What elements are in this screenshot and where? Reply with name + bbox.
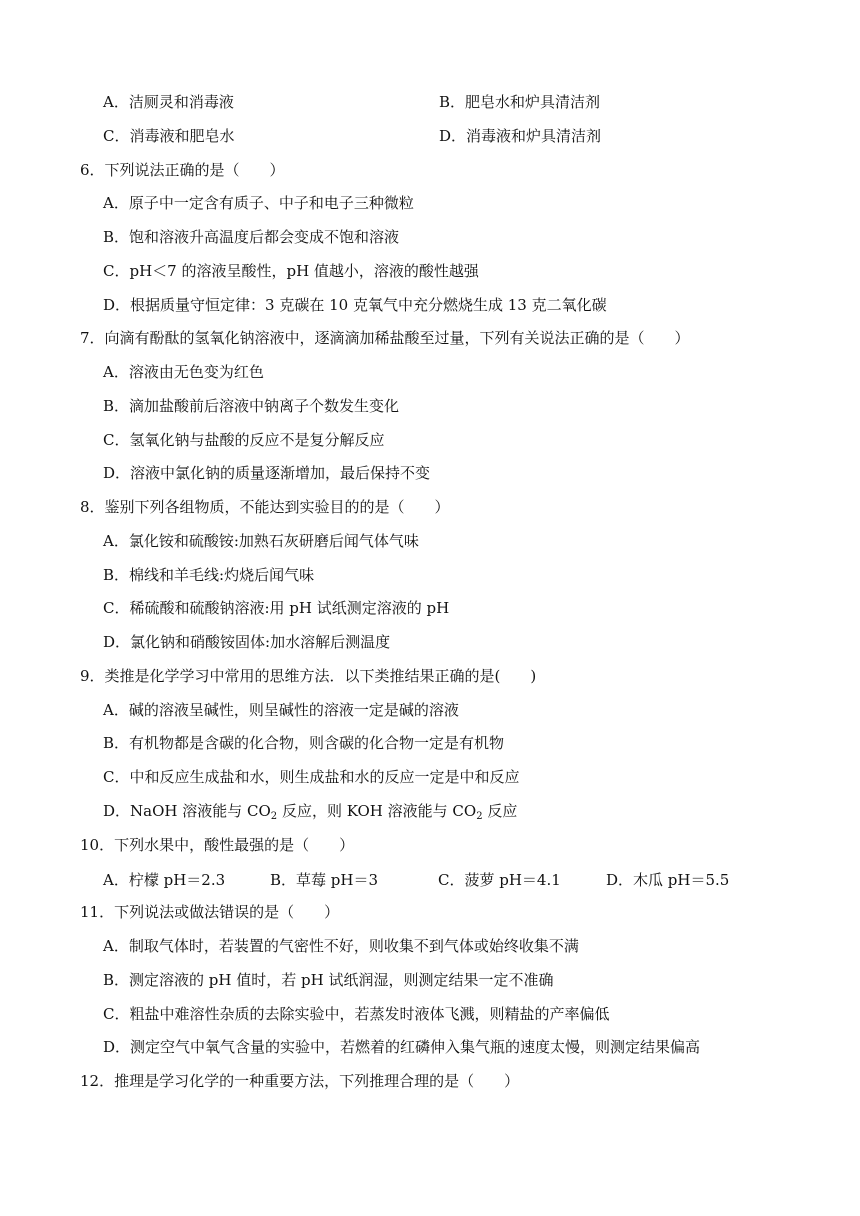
q10-option-c: C．菠萝 pH＝4.1: [438, 871, 561, 889]
q10-option-d: D．木瓜 pH＝5.5: [606, 871, 730, 889]
q8-option-a: A．氯化铵和硫酸铵:加熟石灰研磨后闻气体气味: [103, 532, 419, 550]
q9-option-c: C．中和反应生成盐和水，则生成盐和水的反应一定是中和反应: [103, 768, 520, 786]
q8-stem: 8．鉴别下列各组物质，不能达到实验目的的是（ ）: [80, 498, 450, 516]
q9-option-d-part3: 反应: [482, 802, 518, 820]
q9-option-d-part2: 反应，则 KOH 溶液能与 CO: [277, 802, 477, 820]
q6-option-a: A．原子中一定含有质子、中子和电子三种微粒: [103, 194, 414, 212]
q9-option-d-subscript1: 2: [270, 811, 278, 822]
q7-stem: 7．向滴有酚酞的氢氧化钠溶液中，逐滴滴加稀盐酸至过量，下列有关说法正确的是（ ）: [80, 329, 690, 347]
q8-option-c: C．稀硫酸和硫酸钠溶液:用 pH 试纸测定溶液的 pH: [103, 599, 450, 617]
q6-option-b: B．饱和溶液升高温度后都会变成不饱和溶液: [103, 228, 400, 246]
q7-option-c: C．氢氧化钠与盐酸的反应不是复分解反应: [103, 431, 385, 449]
q5-option-c: C．消毒液和肥皂水: [103, 127, 235, 145]
q11-option-b: B．测定溶液的 pH 值时，若 pH 试纸润湿，则测定结果一定不准确: [103, 971, 554, 989]
q9-option-d-subscript2: 2: [476, 811, 483, 822]
q11-option-d: D．测定空气中氧气含量的实验中，若燃着的红磷伸入集气瓶的速度太慢，则测定结果偏高: [103, 1038, 701, 1056]
q5-option-b: B．肥皂水和炉具清洁剂: [439, 93, 601, 111]
q11-option-c: C．粗盐中难溶性杂质的去除实验中，若蒸发时液体飞溅，则精盐的产率偏低: [103, 1005, 610, 1023]
q9-option-a: A．碱的溶液呈碱性，则呈碱性的溶液一定是碱的溶液: [103, 701, 459, 719]
q11-stem: 11．下列说法或做法错误的是（ ）: [80, 903, 340, 921]
q9-stem: 9．类推是化学学习中常用的思维方法．以下类推结果正确的是( ): [80, 667, 537, 685]
q9-option-b: B．有机物都是含碳的化合物，则含碳的化合物一定是有机物: [103, 734, 505, 752]
q6-option-c: C．pH＜7 的溶液呈酸性，pH 值越小，溶液的酸性越强: [103, 262, 479, 280]
q5-option-a: A．洁厕灵和消毒液: [103, 93, 234, 111]
q5-option-d: D．消毒液和炉具清洁剂: [439, 127, 602, 145]
q9-option-d: [103, 800, 517, 822]
q6-stem: 6．下列说法正确的是（ ）: [80, 161, 285, 179]
q7-option-a: A．溶液由无色变为红色: [103, 363, 264, 381]
q10-option-b: B．草莓 pH＝3: [270, 871, 379, 889]
q8-option-d: D．氯化钠和硝酸铵固体:加水溶解后测温度: [103, 633, 391, 651]
q11-option-a: A．制取气体时，若装置的气密性不好，则收集不到气体或始终收集不满: [103, 937, 579, 955]
q8-option-b: B．棉线和羊毛线:灼烧后闻气味: [103, 566, 315, 584]
q7-option-b: B．滴加盐酸前后溶液中钠离子个数发生变化: [103, 397, 400, 415]
q10-stem: 10．下列水果中，酸性最强的是（ ）: [80, 836, 355, 854]
q6-option-d: D．根据质量守恒定律：3 克碳在 10 克氧气中充分燃烧生成 13 克二氧化碳: [103, 296, 607, 314]
q9-option-d-part1: D．NaOH 溶液能与 CO: [103, 802, 271, 820]
q12-stem: 12．推理是学习化学的一种重要方法，下列推理合理的是（ ）: [80, 1072, 520, 1090]
q7-option-d: D．溶液中氯化钠的质量逐渐增加，最后保持不变: [103, 464, 431, 482]
q10-option-a: A．柠檬 pH＝2.3: [103, 871, 226, 889]
